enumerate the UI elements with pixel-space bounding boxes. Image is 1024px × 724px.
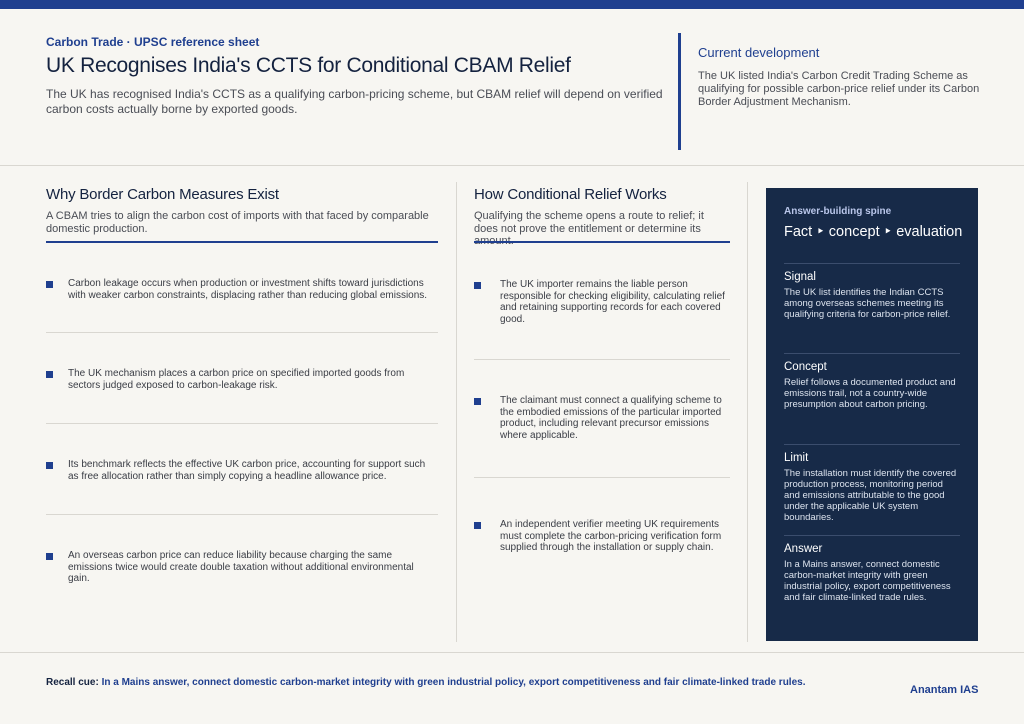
square-bullet-icon xyxy=(46,462,53,469)
spine-divider xyxy=(784,263,960,264)
page-subtitle: The UK has recognised India's CCTS as a qualifying carbon-pricing scheme, but CBAM relief will depend on verified carbon costs actually borne by exported goods. xyxy=(46,87,663,116)
item-divider xyxy=(46,332,438,333)
spine-section-answer xyxy=(784,543,960,603)
column-why-border-carbon xyxy=(46,186,438,584)
spine-title: Fact ‣ concept ‣ evaluation xyxy=(784,224,963,240)
spine-section-text: In a Mains answer, connect domestic carbon-market integrity with green industrial policy, export competitiveness and fair climate-linked trade rules. xyxy=(784,559,951,603)
item-divider xyxy=(474,359,730,360)
spine-section-limit xyxy=(784,452,960,523)
spine-section-text: Relief follows a documented product and emissions trail, not a country-wide presumption about carbon pricing. xyxy=(784,377,956,410)
column-heading: Why Border Carbon Measures Exist xyxy=(46,186,279,203)
square-bullet-icon xyxy=(474,282,481,289)
column-intro: A CBAM tries to align the carbon cost of imports with that faced by comparable domestic production. xyxy=(46,210,429,235)
spine-section-title: Answer xyxy=(784,543,823,555)
spine-section-title: Signal xyxy=(784,271,816,283)
spine-divider xyxy=(784,535,960,536)
column-divider xyxy=(456,182,457,642)
column-heading: How Conditional Relief Works xyxy=(474,186,667,203)
spine-section-text: The installation must identify the covered production process, monitoring period and emissions attributable to the good under the applicable UK system boundaries. xyxy=(784,468,957,523)
current-development-label: Current development xyxy=(698,45,820,60)
spine-section-title: Limit xyxy=(784,452,809,464)
list-item-text: Its benchmark reflects the effective UK carbon price, accounting for support such as free allocation rather than simply copying a headline allowance price. xyxy=(68,459,426,482)
column-conditional-relief xyxy=(474,186,730,553)
recall-cue-text: In a Mains answer, connect domestic carbon-market integrity with green industrial policy, export competitiveness and fair climate-linked trade rules. xyxy=(101,677,806,688)
column-divider xyxy=(747,182,748,642)
square-bullet-icon xyxy=(46,553,53,560)
top-accent-bar xyxy=(0,0,1024,9)
spine-section-signal xyxy=(784,271,960,320)
square-bullet-icon xyxy=(474,398,481,405)
square-bullet-icon xyxy=(46,281,53,288)
answer-building-spine-panel xyxy=(766,188,978,641)
recall-cue xyxy=(46,677,836,689)
list-item-text: An overseas carbon price can reduce liability because charging the same emissions twice would create double taxation without additional environmental gain. xyxy=(68,550,414,584)
page-title: UK Recognises India's CCTS for Conditional CBAM Relief xyxy=(46,54,571,77)
spine-divider xyxy=(784,353,960,354)
spine-section-text: The UK list identifies the Indian CCTS among overseas schemes meeting its qualifying criteria for carbon-price relief. xyxy=(784,287,951,320)
column-intro: Qualifying the scheme opens a route to relief; it does not prove the entitlement or determine its xyxy=(474,210,704,235)
brand-name: Anantam IAS xyxy=(910,684,979,696)
spine-section-concept xyxy=(784,361,960,410)
spine-kicker: Answer-building spine xyxy=(784,206,892,217)
spine-divider xyxy=(784,444,960,445)
column-rule xyxy=(46,241,438,243)
header-divider xyxy=(678,33,681,150)
column-rule xyxy=(474,241,730,243)
item-divider xyxy=(46,423,438,424)
recall-cue-label: Recall cue: xyxy=(46,677,99,688)
item-divider xyxy=(46,514,438,515)
item-divider xyxy=(474,477,730,478)
spine-section-title: Concept xyxy=(784,361,827,373)
header-kicker: Carbon Trade · UPSC reference sheet xyxy=(46,35,260,49)
footer xyxy=(0,652,1024,724)
list-item-text: Carbon leakage occurs when production or investment shifts toward jurisdictions with weaker carbon constraints, displacing rather than reducing global emissions. xyxy=(68,278,428,301)
list-item-text: The UK mechanism places a carbon price on specified imported goods from sectors judged exposed to carbon-leakage risk. xyxy=(68,368,405,391)
list-item-text: The UK importer remains the liable person responsible for checking eligibility, calculating relief and retaining supporting records for each covered good. xyxy=(500,279,725,325)
current-development-text: The UK listed India's Carbon Credit Trading Scheme as qualifying for possible carbon-price relief under its Carbon Border Adjustment Mechanism. xyxy=(698,70,980,108)
square-bullet-icon xyxy=(474,522,481,529)
header xyxy=(0,9,1024,166)
list-item-text: The claimant must connect a qualifying scheme to the embodied emissions of the particular imported product, including relevant precursor emissions where applicable. xyxy=(500,395,722,441)
square-bullet-icon xyxy=(46,371,53,378)
list-item-text: An independent verifier meeting UK requirements must complete the carbon-pricing verification form supplied through the installation or supply chain. xyxy=(500,519,722,553)
